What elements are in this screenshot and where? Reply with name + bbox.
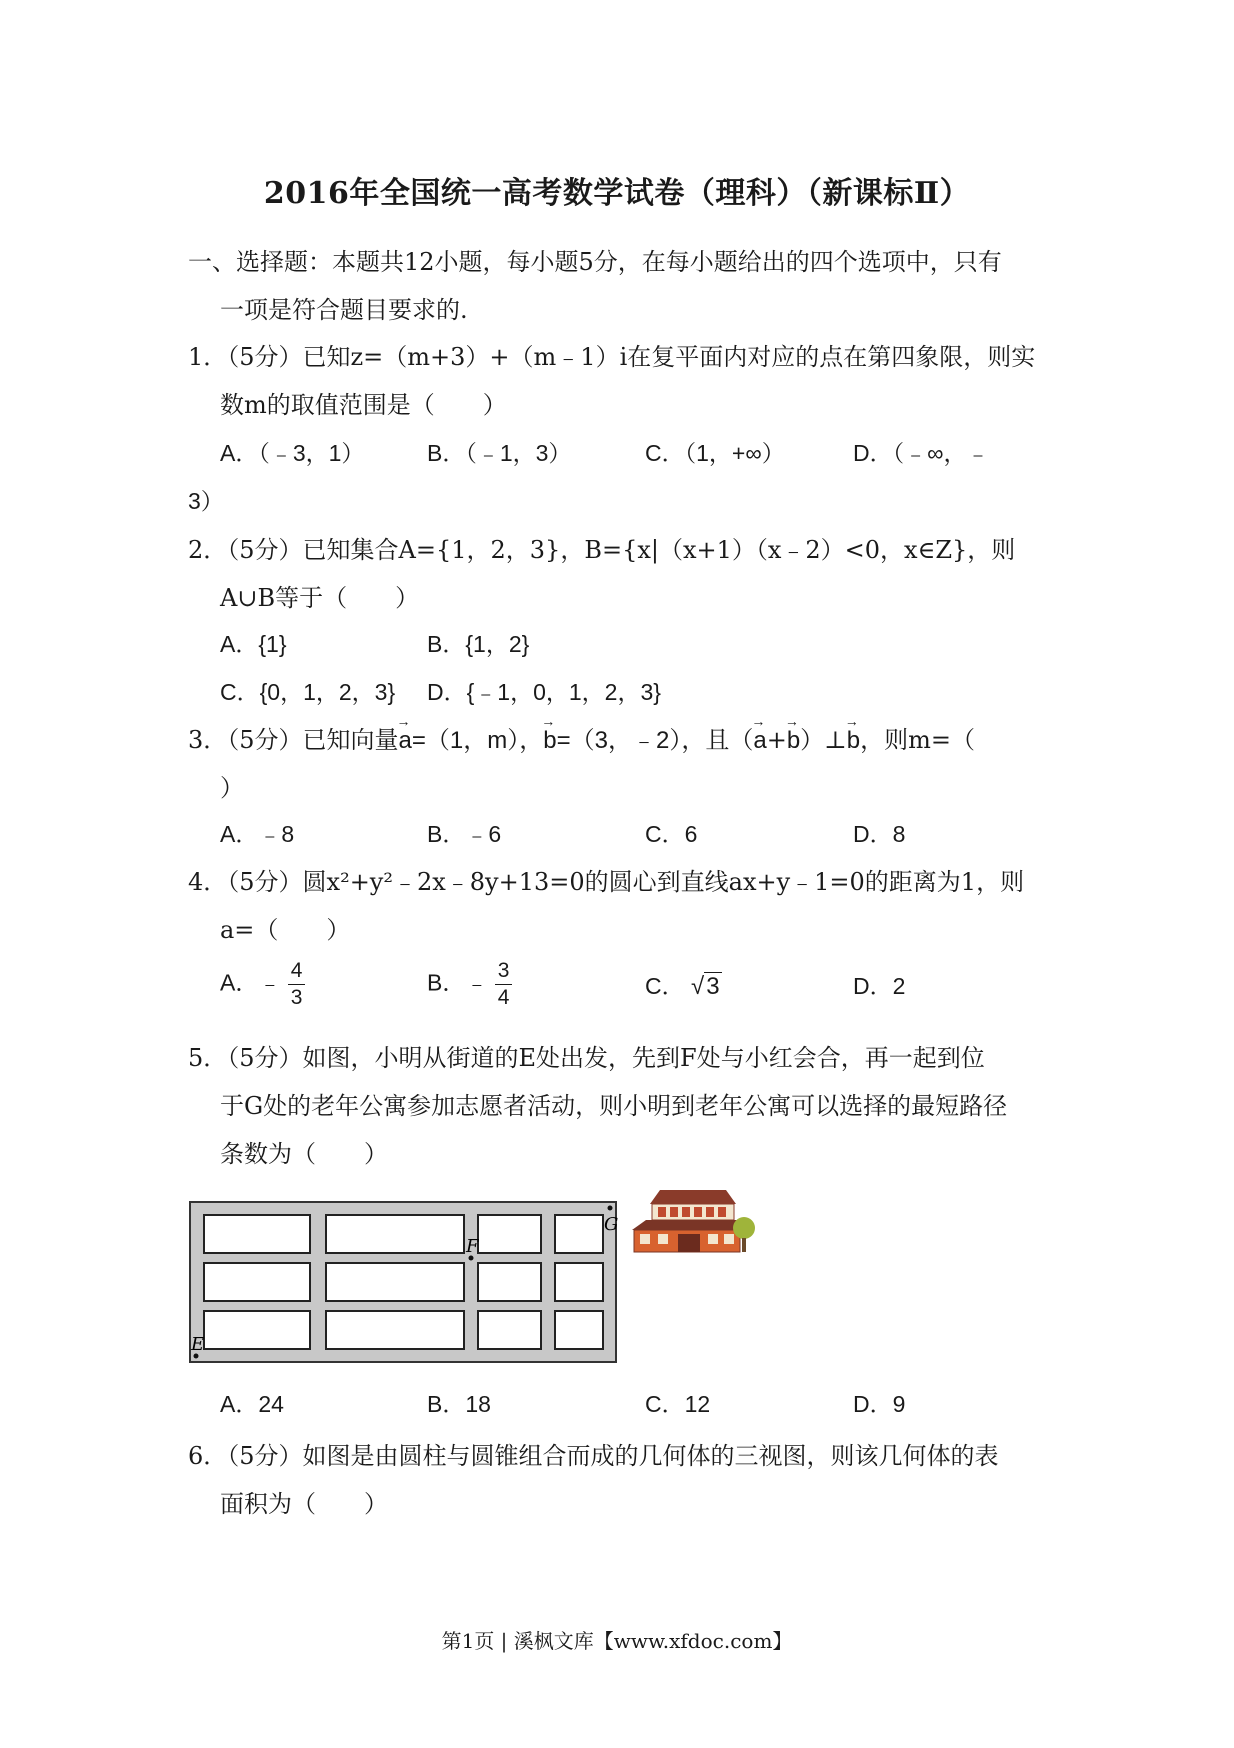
q2-stem-line1: 2．（5分）已知集合A={1，2，3}，B={x|（x+1）（x﹣2）<0，x∈Z}，则 — [188, 536, 1016, 564]
q4-option-b — [427, 958, 512, 1011]
label-e: E — [191, 1334, 205, 1355]
city-block — [478, 1311, 541, 1349]
fraction-numerator: 4 — [288, 958, 306, 985]
q5-stem-line2: 于G处的老年公寓参加志愿者活动，则小明到老年公寓可以选择的最短路径 — [220, 1092, 1008, 1120]
q5-option-c: C．12 — [645, 1391, 711, 1417]
q3-stem-line2: ） — [220, 774, 244, 802]
q2-option-a: A．{1} — [220, 631, 287, 657]
vector-b-symbol: → b — [787, 727, 800, 755]
city-block — [478, 1215, 541, 1253]
page-footer: 第1页 | 溪枫文库【www.xfdoc.com】 — [441, 1629, 793, 1653]
section-heading-line2: 一项是符合题目要求的. — [220, 296, 468, 324]
q4-stem-line1: 4．（5分）圆x²+y²﹣2x﹣8y+13=0的圆心到直线ax+y﹣1=0的距离为1，则 — [188, 868, 1025, 896]
q3-text-3: =（3，﹣2），且（ — [556, 727, 754, 754]
q1-stem-line2: 数m的取值范围是（ ） — [220, 391, 507, 419]
city-block — [326, 1263, 464, 1301]
q5-option-d: D．9 — [853, 1391, 906, 1417]
square-root-radicand: 3 — [706, 973, 720, 1000]
q4-option-a-label: A．﹣ — [220, 969, 282, 996]
q1-option-a: A．（﹣3，1） — [220, 440, 365, 466]
q4-option-a-fraction — [288, 958, 306, 1011]
q3-option-d: D．8 — [853, 821, 906, 847]
city-block — [326, 1311, 464, 1349]
city-block — [555, 1215, 603, 1253]
point-g — [608, 1206, 613, 1211]
q1-stem-line1: 1．（5分）已知z=（m+3）+（m﹣1）i在复平面内对应的点在第四象限，则实 — [188, 343, 1036, 371]
q3-stem-line1 — [188, 720, 975, 755]
q3-text-6: ，则m=（ — [860, 726, 975, 754]
vector-b-symbol: → b — [847, 727, 860, 755]
q4-option-c — [645, 968, 722, 1001]
q1-option-c: C．（1，+∞） — [645, 440, 785, 466]
fraction-numerator: 3 — [495, 958, 513, 985]
q4-option-b-label: B．﹣ — [427, 969, 489, 996]
q2-option-d: D．{﹣1，0，1，2，3} — [427, 679, 661, 705]
q2-option-c: C．{0，1，2，3} — [220, 679, 396, 705]
vector-b-symbol: → b — [543, 727, 556, 755]
q4-option-d: D．2 — [853, 973, 906, 999]
q3-text-5: ）⊥ — [800, 726, 847, 754]
q3-text-1: 3．（5分）已知向量 — [188, 726, 399, 754]
q2-option-b: B．{1，2} — [427, 631, 530, 657]
city-block — [478, 1263, 541, 1301]
q1-option-d: D．（﹣∞，﹣ — [853, 440, 990, 466]
vector-a-symbol: → a — [399, 727, 412, 755]
fraction-denominator: 3 — [290, 986, 303, 1009]
q5-stem-line3: 条数为（ ） — [220, 1140, 388, 1168]
q4-option-b-fraction — [495, 958, 513, 1011]
q4-option-c-label: C． — [645, 973, 685, 999]
q1-option-b: B．（﹣1，3） — [427, 440, 572, 466]
q3-option-b: B．﹣6 — [427, 821, 502, 847]
square-root-sign: √3 — [691, 973, 720, 1000]
q3-text-4: + — [766, 726, 787, 754]
q5-option-b: B．18 — [427, 1391, 491, 1417]
street-map-figure — [188, 1198, 628, 1370]
q6-stem-line2: 面积为（ ） — [220, 1490, 388, 1518]
section-heading-line1: 一、选择题：本题共12小题，每小题5分，在每小题给出的四个选项中，只有 — [188, 248, 1002, 276]
q6-stem-line1: 6．（5分）如图是由圆柱与圆锥组合而成的几何体的三视图，则该几何体的表 — [188, 1442, 999, 1470]
q3-option-c: C．6 — [645, 821, 698, 847]
city-block — [204, 1263, 310, 1301]
q2-stem-line2: A∪B等于（ ） — [220, 584, 420, 612]
city-block — [204, 1311, 310, 1349]
q5-option-a: A．24 — [220, 1391, 284, 1417]
q5-stem-line1: 5．（5分）如图，小明从街道的E处出发，先到F处与小红会合，再一起到位 — [188, 1044, 985, 1072]
q3-option-a: A．﹣8 — [220, 821, 295, 847]
label-f: F — [466, 1236, 479, 1257]
city-block — [326, 1215, 464, 1253]
vector-a-symbol: → a — [753, 727, 766, 755]
fraction-denominator: 4 — [497, 986, 510, 1009]
label-g: G — [604, 1214, 619, 1235]
city-block — [204, 1215, 310, 1253]
city-block — [555, 1263, 603, 1301]
page-title: 2016年全国统一高考数学试卷（理科）（新课标Ⅱ） — [263, 176, 971, 211]
apartment-building-icon — [630, 1186, 756, 1256]
q4-stem-line2: a=（ ） — [220, 916, 351, 944]
q1-option-d-continued: 3） — [188, 488, 224, 514]
city-block — [555, 1311, 603, 1349]
q3-text-2: =（1，m）， — [411, 727, 544, 754]
q4-option-a — [220, 958, 305, 1011]
